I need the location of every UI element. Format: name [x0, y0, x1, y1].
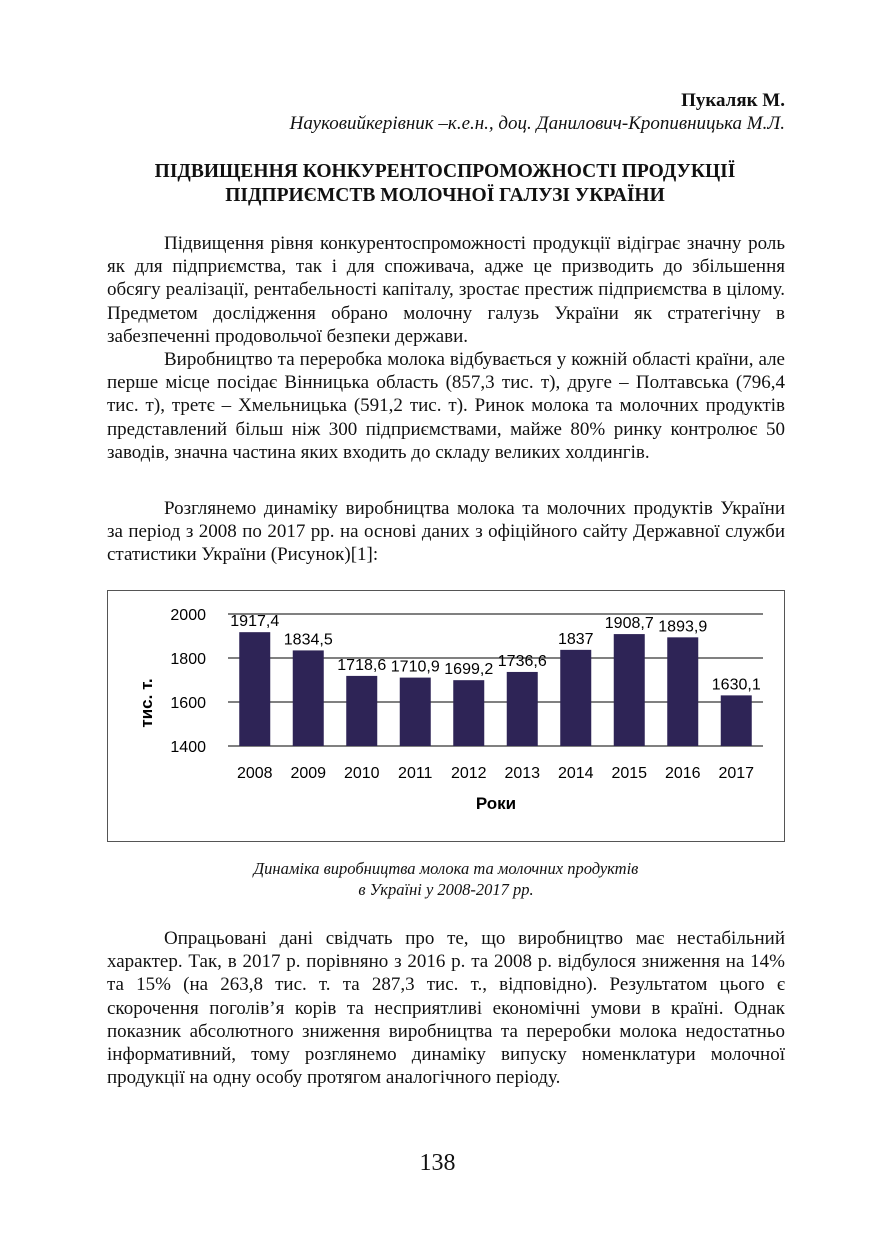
y-tick-label: 2000 [170, 607, 206, 624]
bar [346, 676, 377, 746]
value-label: 1893,9 [658, 618, 708, 636]
value-label: 1834,5 [283, 631, 333, 649]
value-label: 1837 [557, 630, 594, 648]
y-tick-label: 1600 [170, 695, 206, 712]
bar [400, 678, 431, 746]
y-tick-label: 1800 [170, 651, 206, 668]
paragraph-2: Виробництво та переробка молока відбувається у кожній області країни, але перше місце посідає Вінницька область (857,3 тис. т), друге – Полтавська (796,4 тис. т), третє – Хмельницька (591,2 тис. т). Ринок молока та молочних продуктів представлений більш ніж 300 підприємствами, майже 80% ринку контролює 50 заводів, значна частина яких входить до складу великих холдингів. [107, 349, 785, 463]
y-tick-labels [170, 607, 206, 756]
x-tick-label: 2009 [290, 765, 327, 782]
x-tick-label: 2014 [557, 765, 594, 782]
bar [453, 680, 484, 746]
supervisor-line: Науковийкерівник –к.е.н., доц. Данилович-Кропивницька М.Л. [289, 113, 785, 134]
x-tick-labels [237, 765, 754, 782]
value-label: 1917,4 [230, 613, 280, 631]
y-axis-label: тис. т. [137, 678, 156, 728]
chart-frame [107, 590, 785, 842]
bar [507, 672, 538, 746]
x-tick-label: 2011 [398, 765, 433, 782]
value-label: 1630,1 [711, 676, 761, 694]
value-label: 1710,9 [390, 658, 440, 676]
figure-caption [107, 858, 785, 900]
x-tick-label: 2010 [343, 765, 380, 782]
x-tick-label: 2012 [450, 765, 487, 782]
paragraph-4: Опрацьовані дані свідчать про те, що виробництво має нестабільний характер. Так, в 2017 р. порівняно з 2016 р. та 2008 р. відбулося зниження на 14% та 15% (на 263,8 тис. т. та 287,3 тис. т., відповідно). Результатом цього є скорочення поголів’я корів та несприятливі економічні умови в країні. Однак показник абсолютного зниження виробництва та переробки молока недостатньо інформативний, тому розглянемо динаміку випуску номенклатури молочної продукції на одну особу протягом аналогічного періоду. [107, 928, 785, 1089]
bars [239, 632, 752, 746]
author-name: Пукаляк М. [681, 90, 785, 111]
x-tick-label: 2016 [664, 765, 701, 782]
page-number: 138 [419, 1150, 456, 1176]
milk-production-chart [108, 591, 784, 841]
bar [293, 650, 324, 746]
x-axis-label: Роки [475, 794, 517, 813]
value-label: 1699,2 [444, 661, 494, 679]
bar [560, 650, 591, 746]
caption-line-1: Динаміка виробництва молока та молочних продуктів [253, 859, 639, 878]
y-tick-label: 1400 [170, 739, 206, 756]
x-tick-label: 2008 [236, 765, 273, 782]
paper-title [100, 160, 790, 208]
value-label: 1718,6 [337, 656, 387, 674]
x-tick-label: 2017 [718, 765, 755, 782]
bar [667, 637, 698, 746]
title-line-2: ПІДПРИЄМСТВ МОЛОЧНОЇ ГАЛУЗІ УКРАЇНИ [225, 185, 665, 206]
bar [614, 634, 645, 746]
paragraph-3: Розглянемо динаміку виробництва молока та молочних продуктів України за період з 2008 по 2017 рр. на основі даних з офіційного сайту Державної служби статистики України (Рисунок)[1]: [107, 498, 785, 566]
x-tick-label: 2013 [504, 765, 541, 782]
title-line-1: ПІДВИЩЕННЯ КОНКУРЕНТОСПРОМОЖНОСТІ ПРОДУКЦІЇ [154, 161, 736, 182]
bar [239, 632, 270, 746]
caption-line-2: в Україні у 2008-2017 рр. [358, 880, 534, 899]
paragraph-1: Підвищення рівня конкурентоспроможності продукції відіграє значну роль як для підприємства, так і для споживача, адже це призводить до збільшення обсягу реалізації, рентабельності капіталу, зростає престиж підприємства в цілому. Предметом дослідження обрано молочну галузь України як стратегічну в забезпеченні продовольчої безпеки держави. [107, 233, 785, 347]
value-label: 1908,7 [604, 615, 654, 633]
x-tick-label: 2015 [611, 765, 648, 782]
bar [721, 695, 752, 746]
value-label: 1736,6 [497, 652, 547, 670]
